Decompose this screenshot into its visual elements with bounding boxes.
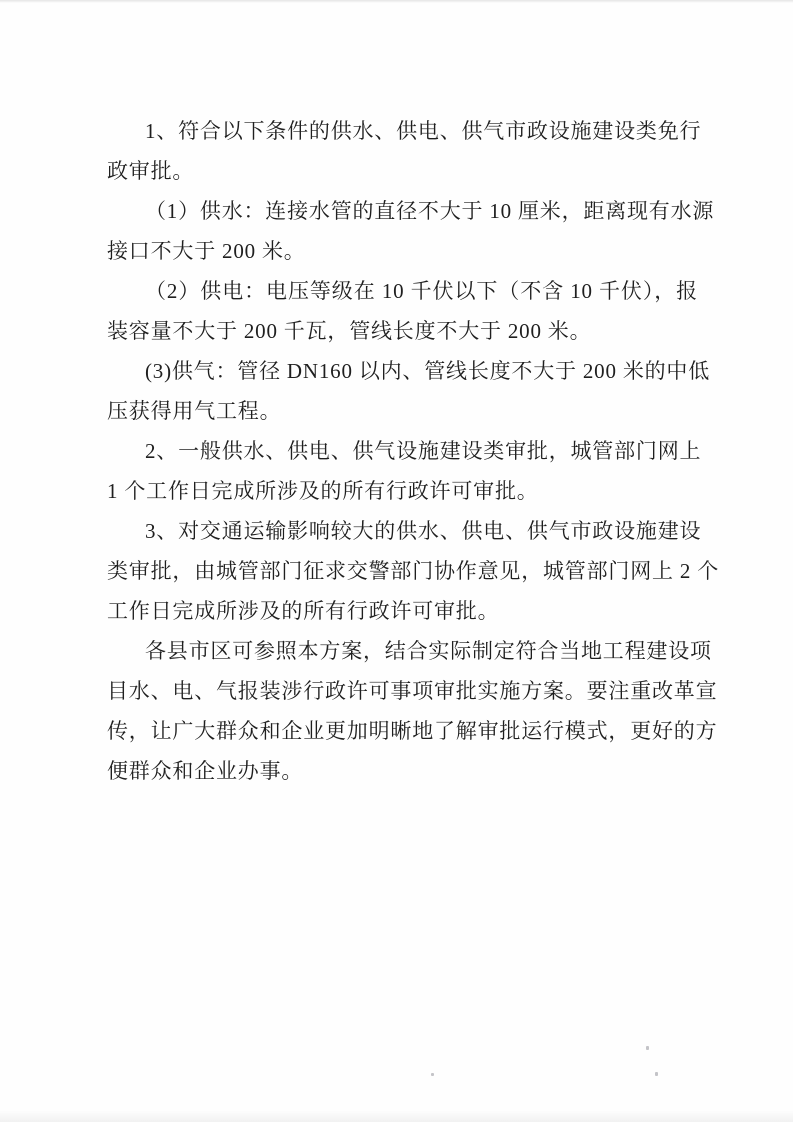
text-line: 压获得用气工程。 bbox=[107, 399, 282, 423]
text-line: 2、一般供水、供电、供气设施建设类审批，城管部门网上 bbox=[145, 439, 702, 463]
text-line: (3)供气：管径 DN160 以内、管线长度不大于 200 米的中低 bbox=[145, 359, 711, 383]
text-line: （1）供水：连接水管的直径不大于 10 厘米，距离现有水源 bbox=[145, 199, 715, 223]
text-line: 各县市区可参照本方案，结合实际制定符合当地工程建设项 bbox=[145, 639, 712, 663]
text-line: 1、符合以下条件的供水、供电、供气市政设施建设类免行 bbox=[145, 119, 702, 143]
scan-edge-bottom bbox=[0, 1110, 793, 1122]
text-line: 装容量不大于 200 千瓦，管线长度不大于 200 米。 bbox=[107, 319, 592, 343]
text-line: 1 个工作日完成所涉及的所有行政许可审批。 bbox=[107, 479, 539, 503]
text-line: 3、对交通运输影响较大的供水、供电、供气市政设施建设 bbox=[145, 519, 702, 543]
text-line: 传，让广大群众和企业更加明晰地了解审批运行模式，更好的方 bbox=[107, 719, 718, 743]
text-line: 政审批。 bbox=[107, 159, 195, 183]
text-line: 类审批，由城管部门征求交警部门协作意见，城管部门网上 2 个 bbox=[107, 559, 719, 583]
scan-speck bbox=[431, 1073, 434, 1076]
text-line: 接口不大于 200 米。 bbox=[107, 239, 306, 263]
text-line: 便群众和企业办事。 bbox=[107, 759, 304, 783]
text-line: （2）供电：电压等级在 10 千伏以下（不含 10 千伏），报 bbox=[145, 279, 698, 303]
scan-speck bbox=[655, 1072, 658, 1076]
text-line: 目水、电、气报装涉行政许可事项审批实施方案。要注重改革宣 bbox=[107, 679, 718, 703]
document-text-block bbox=[107, 111, 719, 791]
scan-edge-top bbox=[0, 0, 793, 3]
text-line: 工作日完成所涉及的所有行政许可审批。 bbox=[107, 599, 500, 623]
scan-speck bbox=[646, 1046, 649, 1050]
